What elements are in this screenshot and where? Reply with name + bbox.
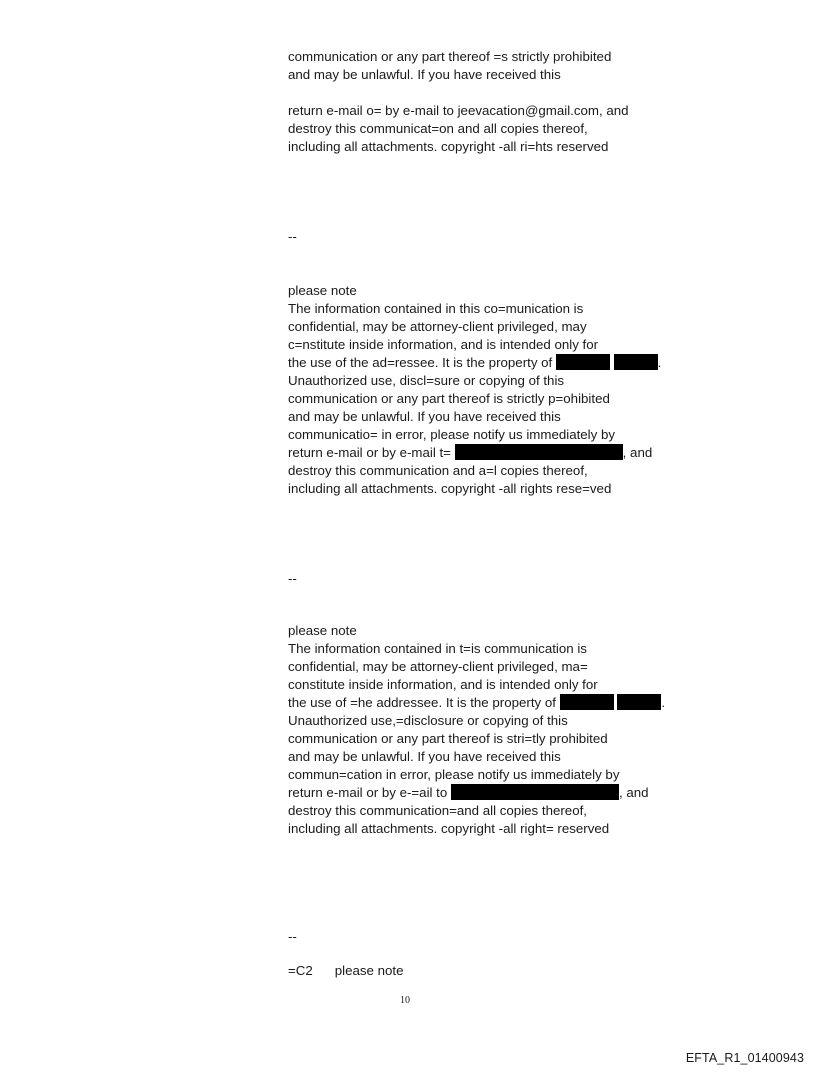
text-line (288, 354, 661, 372)
text-line: Unauthorized use,=disclosure or copying of this (288, 713, 568, 728)
text-line: communicatio= in error, please notify us immediately by (288, 427, 616, 442)
text-line: confidential, may be attorney-client privileged, may (288, 319, 587, 334)
text-line: commun=cation in error, please notify us immediately by (288, 767, 620, 782)
text-line: Unauthorized use, discl=sure or copying of this (288, 373, 565, 388)
text-line: destroy this communication=and all copies thereof, (288, 803, 587, 818)
redaction-box (560, 694, 614, 710)
text-segment: , and (618, 785, 649, 800)
text-line (288, 962, 404, 980)
redaction-box (617, 694, 661, 710)
redaction-box (451, 784, 619, 800)
redaction-box (556, 354, 610, 370)
notice-title: please note (288, 283, 357, 298)
text-line: return e-mail o= by e-mail to jeevacation@gmail.com, and (288, 103, 629, 118)
text-segment: . (661, 695, 666, 710)
text-line: including all attachments. copyright -all ri=hts reserved (288, 139, 609, 154)
text-line: The information contained in t=is communication is (288, 641, 587, 656)
text-line: destroy this communication and a=l copies thereof, (288, 463, 588, 478)
text-line: and may be unlawful. If you have received this (288, 409, 561, 424)
text-segment: return e-mail or by e-=ail to (288, 785, 448, 800)
text-line: confidential, may be attorney-client privileged, ma= (288, 659, 588, 674)
text-line: c=nstitute inside information, and is intended only for (288, 337, 599, 352)
redaction-box (455, 444, 623, 460)
text-segment: , and (622, 445, 653, 460)
redaction-box (614, 354, 658, 370)
text-line (288, 784, 649, 802)
page-number: 10 (400, 995, 410, 1006)
text-line: destroy this communicat=on and all copies thereof, (288, 121, 588, 136)
text-line: constitute inside information, and is intended only for (288, 677, 598, 692)
text-segment: . (657, 355, 662, 370)
separator: -- (288, 571, 297, 586)
text-segment: return e-mail or by e-mail t= (288, 445, 451, 460)
text-line: communication or any part thereof is stri=tly prohibited (288, 731, 608, 746)
text-line (288, 444, 652, 462)
separator: -- (288, 229, 297, 244)
notice-title: please note (334, 963, 404, 978)
text-line (288, 694, 665, 712)
text-line: including all attachments. copyright -all right= reserved (288, 821, 610, 836)
text-segment: the use of =he addressee. It is the property of (288, 695, 556, 710)
text-line: and may be unlawful. If you have received this (288, 749, 561, 764)
notice-title: please note (288, 623, 357, 638)
text-line: communication or any part thereof is strictly p=ohibited (288, 391, 610, 406)
text-line: The information contained in this co=munication is (288, 301, 584, 316)
text-segment: the use of the ad=ressee. It is the property of (288, 355, 553, 370)
text-line: communication or any part thereof =s strictly prohibited (288, 49, 612, 64)
document-id: EFTA_R1_01400943 (685, 1051, 804, 1065)
separator: -- (288, 929, 297, 944)
text-line: and may be unlawful. If you have received this (288, 67, 561, 82)
text-line: including all attachments. copyright -all rights rese=ved (288, 481, 612, 496)
encoded-prefix: =C2 (288, 963, 313, 978)
